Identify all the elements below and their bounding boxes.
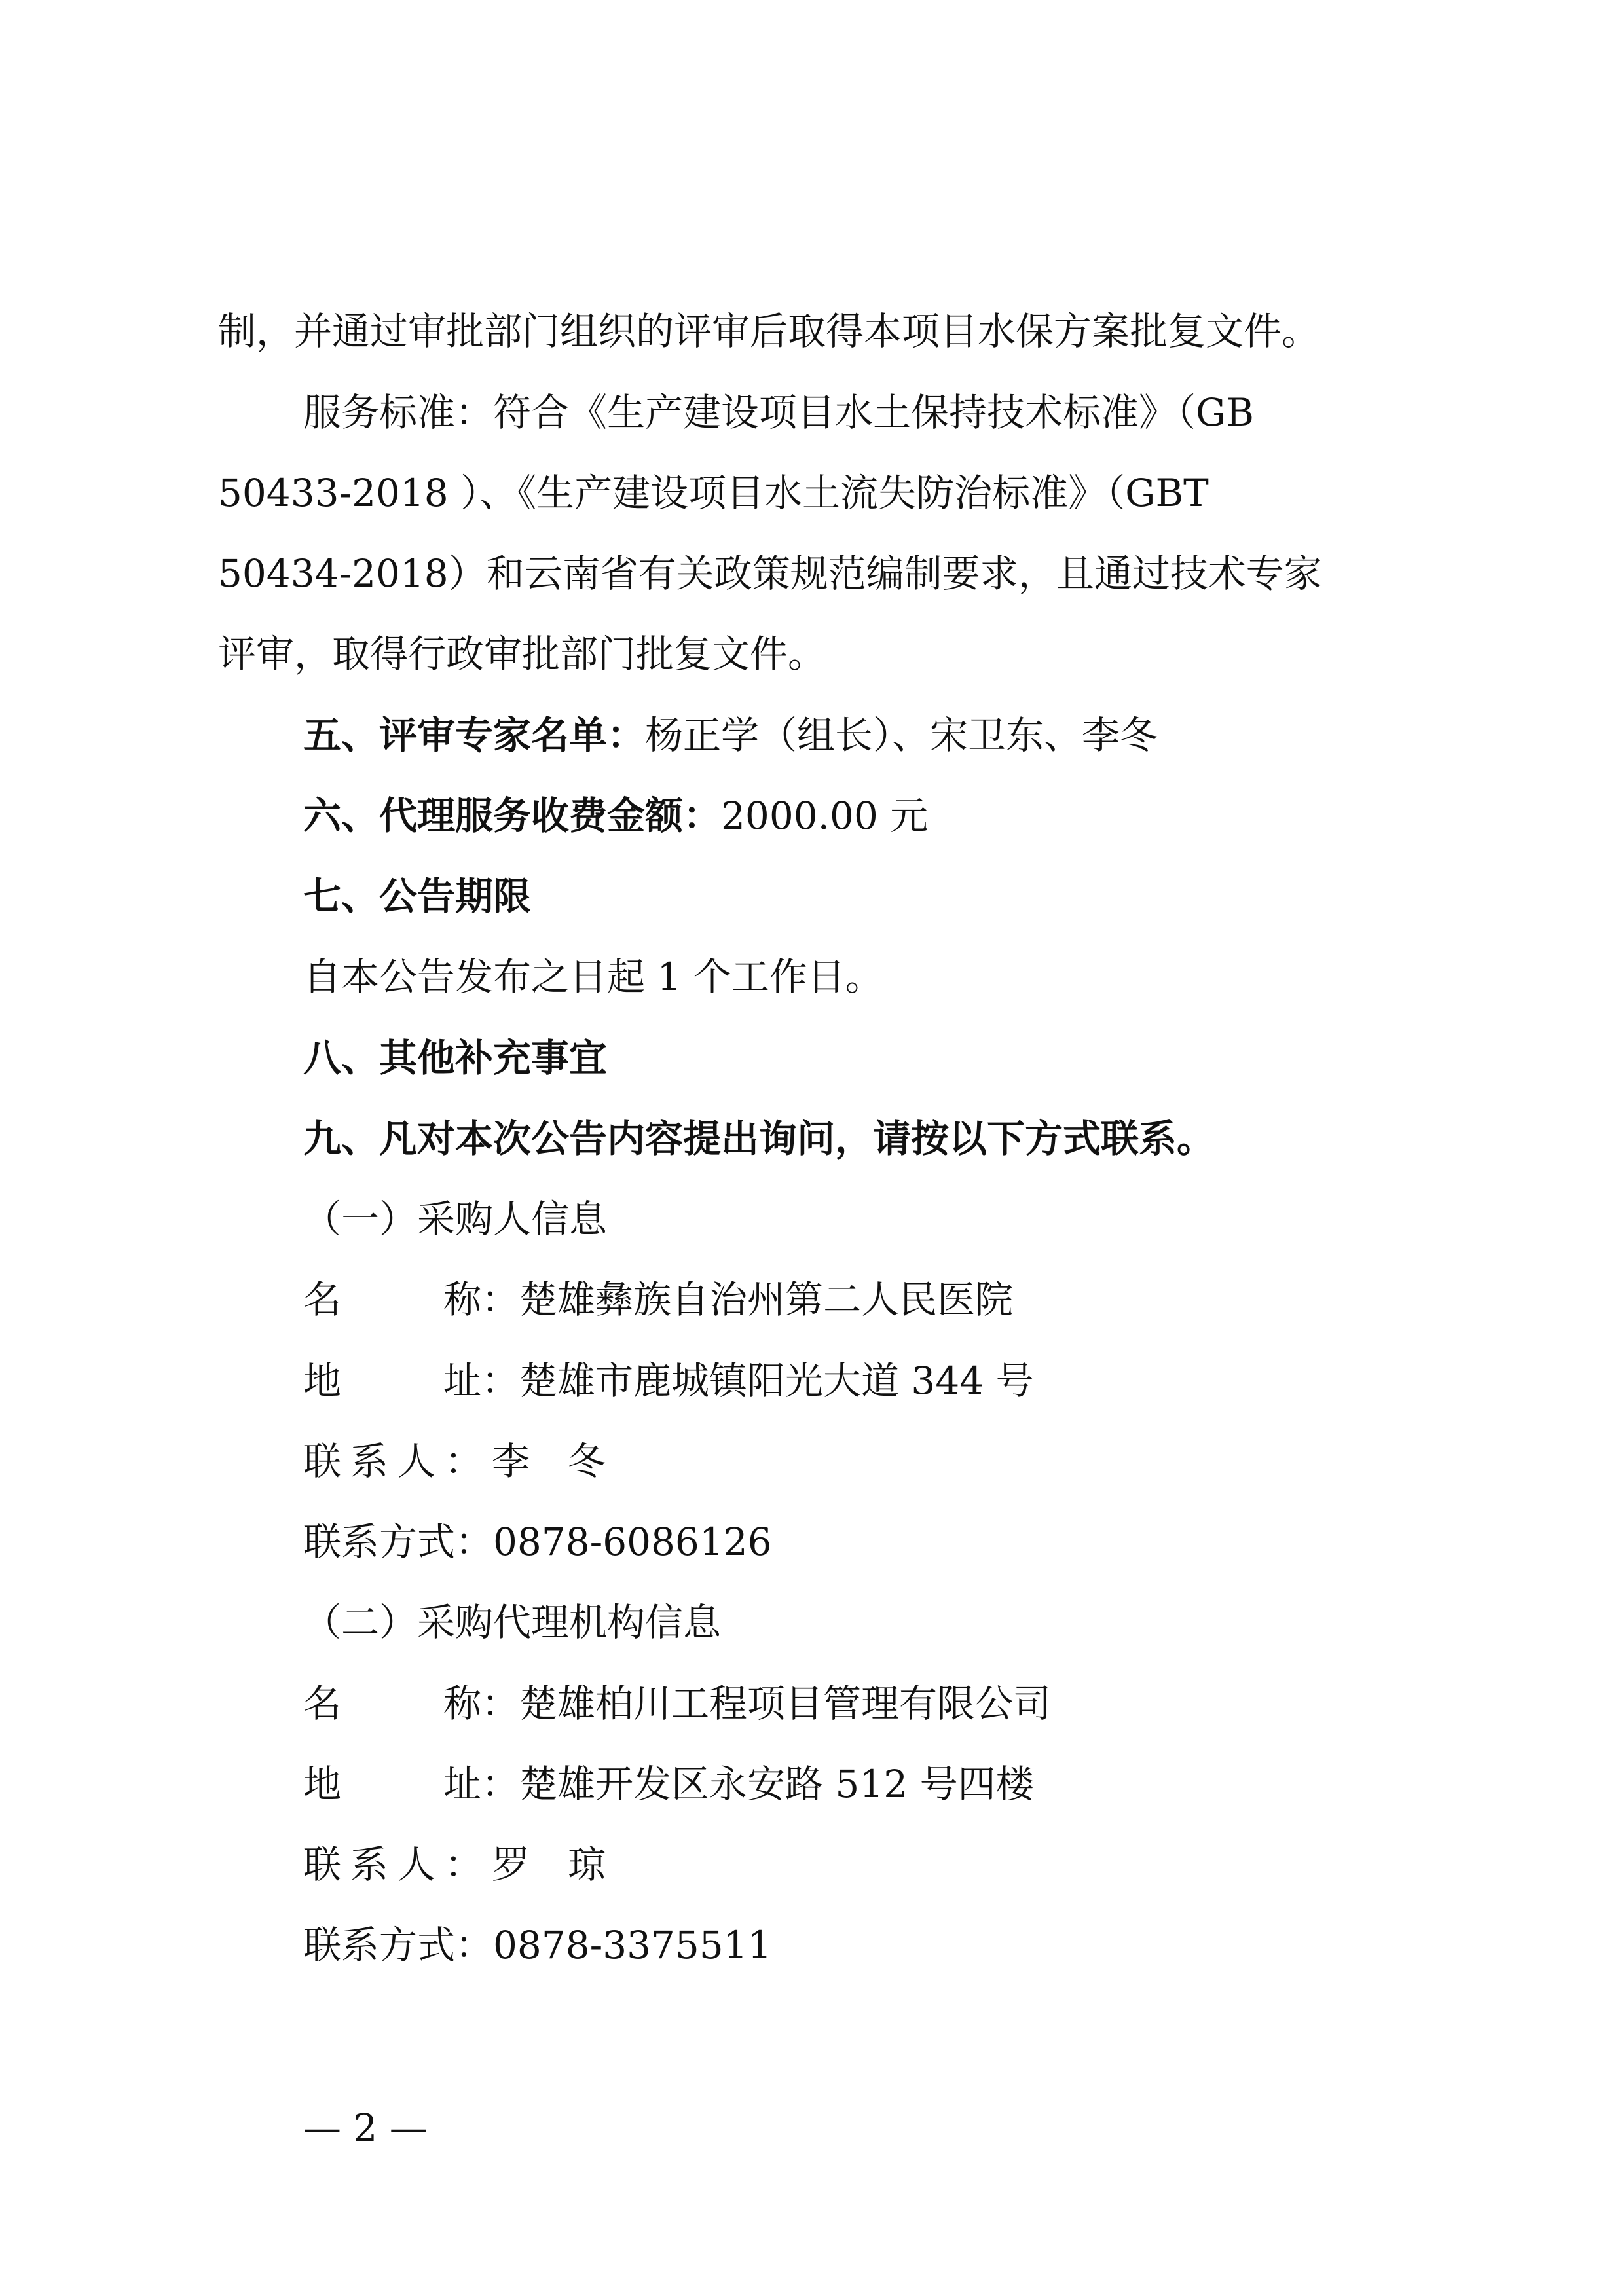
agency-address: 楚雄开发区永安路 512 号四楼 <box>519 1762 1034 1806</box>
section-5-value: 杨正学（组长）、宋卫东、李冬 <box>645 713 1158 757</box>
agency-name-label <box>303 1677 519 1730</box>
agency-phone: 0878-3375511 <box>493 1923 772 1967</box>
service-standard-line-1: 服务标准：符合《生产建设项目水土保持技术标准》（GB <box>303 390 1254 435</box>
purchaser-contact: 李 冬 <box>492 1439 606 1484</box>
label-char: 称： <box>443 1277 519 1322</box>
label-char: 地 <box>303 1762 342 1806</box>
page-number: — 2 — <box>303 2105 428 2150</box>
agency-name-row <box>303 1677 1051 1730</box>
agency-phone-row <box>303 1919 772 1971</box>
purchaser-name: 楚雄彝族自治州第二人民医院 <box>519 1277 1014 1322</box>
purchaser-address: 楚雄市鹿城镇阳光大道 344 号 <box>519 1358 1034 1403</box>
agency-name: 楚雄柏川工程项目管理有限公司 <box>519 1681 1052 1726</box>
agency-address-label <box>303 1758 519 1810</box>
paragraph-line: 制，并通过审批部门组织的评审后取得本项目水保方案批复文件。 <box>218 309 1320 354</box>
purchaser-address-label <box>303 1355 519 1407</box>
section-5 <box>303 709 1158 761</box>
agency-contact-row <box>303 1838 606 1891</box>
agency-address-row <box>303 1758 1034 1810</box>
service-standard-line-3: 50434-2018）和云南省有关政策规范编制要求，且通过技术专家 <box>218 551 1322 596</box>
purchaser-name-label <box>303 1273 519 1326</box>
label-char: 称： <box>443 1681 519 1726</box>
label-char: 址： <box>443 1762 519 1806</box>
section-8-heading: 八、其他补充事宜 <box>303 1036 608 1080</box>
section-7-heading: 七、公告期限 <box>303 874 532 919</box>
agency-phone-label: 联系方式： <box>303 1923 494 1967</box>
service-standard-line-4: 评审，取得行政审批部门批复文件。 <box>218 632 826 676</box>
agency-title: （二）采购代理机构信息 <box>303 1600 722 1645</box>
agency-contact: 罗 琼 <box>492 1842 606 1887</box>
purchaser-name-row <box>303 1273 1013 1326</box>
section-6-heading: 六、代理服务收费金额： <box>303 793 722 838</box>
purchaser-title: （一）采购人信息 <box>303 1197 608 1241</box>
label-char: 名 <box>303 1681 342 1726</box>
purchaser-contact-label: 联系人： <box>303 1439 492 1484</box>
purchaser-phone-row <box>303 1516 772 1568</box>
label-char: 址： <box>443 1358 519 1403</box>
service-standard-line-2: 50433-2018 ）、《生产建设项目水土流失防治标准》（GBT <box>218 471 1209 515</box>
section-9-heading: 九、凡对本次公告内容提出询问，请按以下方式联系。 <box>303 1116 1215 1161</box>
purchaser-phone-label: 联系方式： <box>303 1520 494 1564</box>
section-6-value: 2000.00 元 <box>721 793 929 838</box>
purchaser-address-row <box>303 1355 1034 1407</box>
section-5-heading: 五、评审专家名单： <box>303 713 646 757</box>
agency-contact-label: 联系人： <box>303 1842 492 1887</box>
section-7-text: 自本公告发布之日起 1 个工作日。 <box>303 955 883 999</box>
section-6 <box>303 790 928 842</box>
label-char: 名 <box>303 1277 342 1322</box>
label-char: 地 <box>303 1358 342 1403</box>
purchaser-contact-row <box>303 1435 606 1487</box>
purchaser-phone: 0878-6086126 <box>493 1520 772 1564</box>
